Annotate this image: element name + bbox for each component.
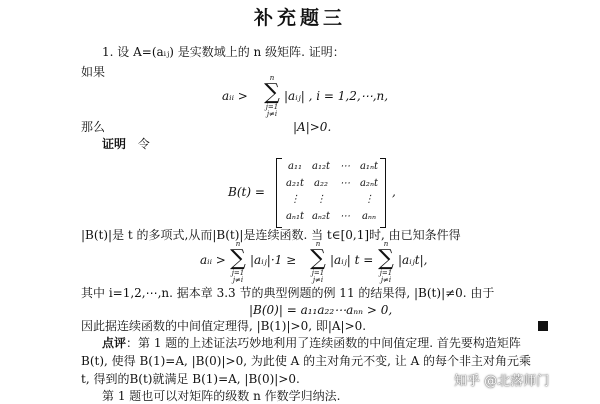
problem-number: 1. bbox=[102, 45, 114, 59]
matrix-cell: ⋯ bbox=[340, 211, 350, 222]
matrix-cell: ⋯ bbox=[340, 178, 350, 189]
if-label: 如果 bbox=[81, 65, 106, 79]
proof-heading bbox=[102, 138, 150, 150]
proof-line-3: |B(0)| = a₁₁a₂₂⋯aₙₙ > 0, bbox=[249, 303, 393, 317]
qed-square-icon bbox=[538, 321, 548, 331]
matrix-cell: aₙ₂t bbox=[311, 211, 331, 222]
sum-symbol-ineq-3: n ∑ j=1 j≠i bbox=[378, 240, 394, 284]
sum-symbol-ineq-1: n ∑ j=1 j≠i bbox=[230, 240, 246, 284]
matrix-cell: a₁₂t bbox=[312, 161, 330, 172]
ineq-part-d: |aᵢⱼt|, bbox=[398, 253, 428, 267]
matrix-cell: a₁₁ bbox=[288, 161, 302, 172]
condition-lhs: aᵢᵢ > bbox=[222, 89, 248, 103]
matrix-cell: ⋮ bbox=[364, 194, 374, 205]
conclusion: |A|>0. bbox=[293, 120, 332, 134]
comment-line-1 bbox=[102, 337, 521, 349]
matrix-trailing-comma: , bbox=[392, 185, 396, 199]
matrix-cell: a₂₁t bbox=[286, 178, 304, 189]
comment-line-3: t, 得到的B(t)就满足 B(1)=A, |B(0)|>0. bbox=[81, 372, 300, 386]
ineq-part-a: aᵢᵢ > bbox=[200, 253, 226, 267]
comment-line-2: B(t), 使得 B(1)=A, |B(0)|>0, 为此使 A 的主对角元不变, 让 A 的每个非主对角元乘 bbox=[81, 354, 532, 368]
problem-text: 设 A=(aᵢⱼ) 是实数域上的 n 级矩阵. 证明： bbox=[117, 45, 345, 59]
matrix-cell: a₁ₙt bbox=[359, 161, 379, 172]
comment-label: 点评 bbox=[102, 336, 127, 350]
proof-line-4: 因此据连续函数的中间值定理得, |B(1)|>0, 即|A|>0. bbox=[81, 319, 367, 333]
sum-symbol-ineq-2: n ∑ j=1 j≠i bbox=[310, 240, 326, 284]
proof-let: 令 bbox=[137, 137, 150, 151]
matrix-cell: ⋮ bbox=[290, 194, 300, 205]
proof-line-1: |B(t)|是 t 的多项式,从而|B(t)|是连续函数. 当 t∈[0,1]时, 由已知条件得 bbox=[81, 228, 461, 242]
condition-term: |aᵢⱼ| , i = 1,2,⋯,n, bbox=[284, 89, 389, 103]
matrix-B bbox=[276, 158, 386, 226]
matrix-cell: a₂₂ bbox=[314, 178, 328, 189]
matrix-cell: ⋯ bbox=[340, 161, 350, 172]
problem-statement bbox=[102, 46, 345, 58]
matrix-cell: aₙₙ bbox=[361, 211, 377, 222]
watermark: 知乎 @北落师门 bbox=[454, 374, 550, 389]
matrix-cell: a₂ₙt bbox=[359, 178, 379, 189]
proof-label: 证明 bbox=[102, 137, 127, 151]
sum-symbol-condition: n ∑ j=1 j≠i bbox=[264, 74, 280, 118]
page-title: 补充题三 bbox=[253, 7, 346, 29]
matrix-cell: ⋮ bbox=[316, 194, 326, 205]
proof-line-2: 其中 i=1,2,⋯,n. 据本章 3.3 节的典型例题的例 11 的结果得, |B(t)|≠0. 由于 bbox=[81, 286, 495, 300]
matrix-lhs: B(t) = bbox=[228, 185, 265, 199]
ineq-part-c: |aᵢⱼ| t = bbox=[330, 253, 374, 267]
ineq-part-b: |aᵢⱼ|·1 ≥ bbox=[250, 253, 297, 267]
comment-line-4: 第 1 题也可以对矩阵的级数 n 作数学归纳法. bbox=[102, 389, 341, 403]
then-label: 那么 bbox=[81, 120, 106, 134]
comment-text-1: ：第 1 题的上述证法巧妙地利用了连续函数的中间值定理. 首先要构造矩阵 bbox=[126, 336, 521, 350]
matrix-cell: aₙ₁t bbox=[285, 211, 305, 222]
